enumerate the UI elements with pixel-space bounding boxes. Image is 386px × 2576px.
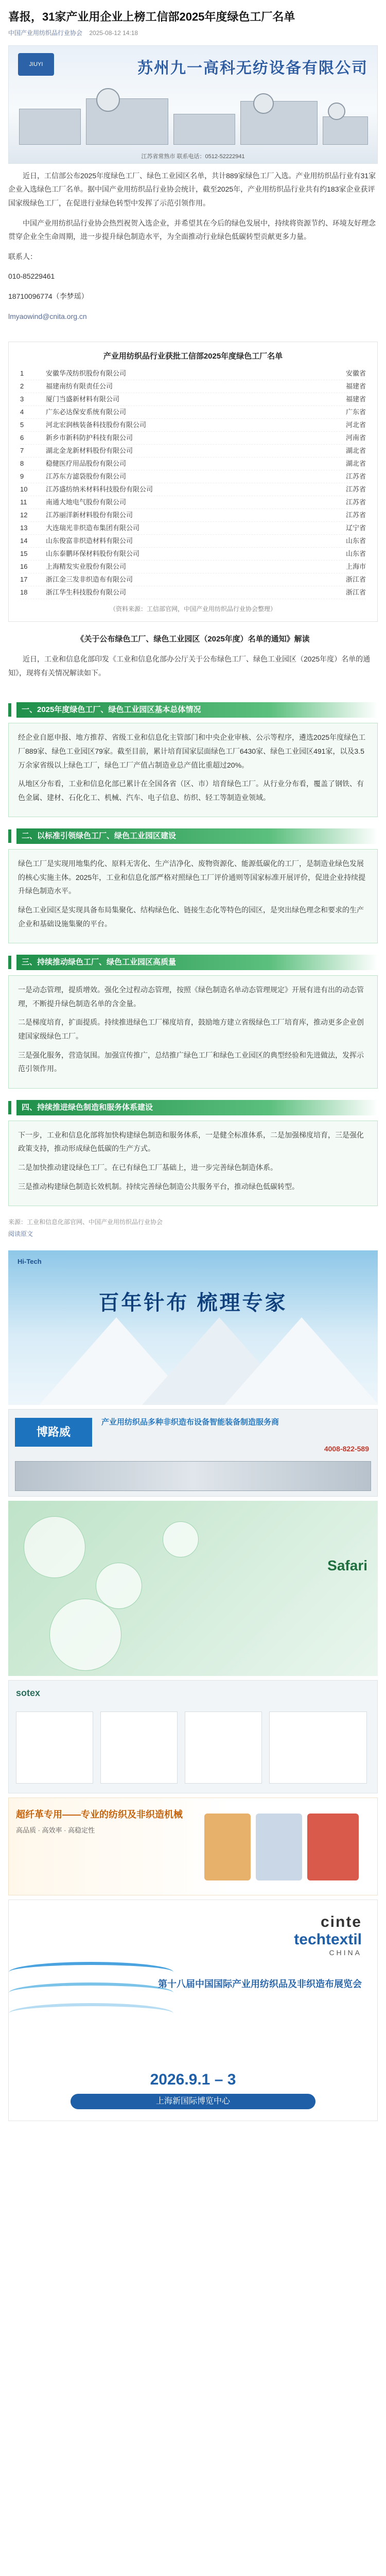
banner-contact: 江苏省常熟市 联系电话：0512-52222941 — [141, 153, 245, 160]
contact-mobile: 18710096774（李梦瑶） — [8, 292, 89, 300]
table-cell-province: 辽宁省 — [345, 524, 366, 532]
table-row — [20, 367, 366, 380]
table-row — [20, 380, 366, 393]
table-cell-no: 11 — [20, 498, 27, 506]
table-row — [20, 457, 366, 470]
table-cell-no: 12 — [20, 511, 28, 519]
doc-title: 《关于公布绿色工厂、绿色工业园区（2025年度）名单的通知》解读 — [76, 635, 310, 644]
table-cell-no: 17 — [20, 575, 28, 584]
table-cell-name: 山东俊富非织造材料有限公司 — [46, 537, 133, 545]
ad1-brand: Hi-Tech — [17, 1258, 42, 1266]
table-cell-province: 江苏省 — [345, 498, 366, 506]
ad-banner-materials[interactable] — [8, 1501, 378, 1676]
table-cell-name: 江苏盛纺纳米材料科技股份有限公司 — [46, 485, 153, 494]
table-row — [20, 393, 366, 406]
company-logo: JIUYI — [18, 53, 54, 76]
list-rows — [20, 367, 366, 599]
article-title: 喜报，31家产业用企业上榜工信部2025年度绿色工厂名单 — [8, 10, 295, 23]
section-1-label: 一、2025年度绿色工厂、绿色工业园区基本总体情况 — [16, 702, 378, 718]
machine-illustration — [19, 88, 367, 145]
table-cell-province: 安徽省 — [345, 369, 366, 378]
article-meta — [8, 28, 378, 37]
doc-paragraph: 近日，工业和信息化部印发《工业和信息化部办公厅关于公布绿色工厂、绿色工业园区（2025年度）名单的通知》，现将有关情况解读如下。 — [8, 655, 371, 677]
table-row — [20, 496, 366, 509]
intro-paragraph-2: 中国产业用纺织品行业协会热烈祝贺入选企业，并希望其在今后的绿色发展中，持续将资源节约、环境友好理念贯穿企业全生命周期，进一步提升绿色制造水平，为全面推动行业绿色低碳转型贡献更多力量。 — [8, 218, 376, 241]
table-row — [20, 483, 366, 496]
table-cell-no: 4 — [20, 408, 24, 416]
section-3-para-3: 三是强化服务，营造氛围。加强宣传推广，总结推广绿色工厂和绿色工业园区的典型经验和先进做法，发挥示范引领作用。 — [18, 1050, 364, 1073]
expo-name: 第十八届中国国际产业用纺织品及非织造布展览会 — [158, 1979, 362, 1990]
table-cell-province: 福建省 — [345, 395, 366, 403]
table-cell-no: 10 — [20, 485, 28, 494]
section-2-body — [8, 849, 378, 943]
section-2-header — [8, 828, 378, 844]
section-4-para-1: 下一步，工业和信息化部将加快构建绿色制造和服务体系，一是健全标准体系，二是加强梯度培育，三是强化政策支持，推动形成绿色低碳的生产方式。 — [18, 1130, 364, 1153]
table-row — [20, 548, 366, 561]
expo-venue: 上海新国际博览中心 — [71, 2094, 315, 2109]
article-header — [0, 0, 386, 41]
green-factory-list — [8, 342, 378, 622]
table-cell-province: 河北省 — [345, 421, 366, 429]
table-cell-name: 河北宏润核装备科技股份有限公司 — [46, 421, 147, 429]
publish-date: 2025-08-12 14:18 — [89, 29, 138, 37]
company-name: 苏州九一高科无纺设备有限公司 — [137, 59, 368, 77]
table-cell-province: 湖北省 — [345, 460, 366, 468]
table-cell-no: 18 — [20, 588, 28, 597]
table-cell-province: 江苏省 — [345, 511, 366, 519]
table-cell-province: 浙江省 — [345, 588, 366, 597]
table-cell-no: 1 — [20, 369, 24, 378]
table-cell-name: 安徽华茂纺织股份有限公司 — [46, 369, 127, 378]
section-3-para-1: 一是动态管理，提质增效。强化全过程动态管理，按照《绿色制造名单动态管理规定》开展有进有出的动态管理，不断提升绿色制造名单的含金量。 — [18, 986, 364, 1008]
table-row — [20, 535, 366, 548]
expo-logo — [294, 1913, 362, 1957]
section-2-para-2: 绿色工业园区是实现具备布局集聚化、结构绿色化、链接生态化等特色的园区，是突出绿色理念和要求的生产企业和基础设施集聚的平台。 — [18, 906, 364, 928]
section-1-para-1: 经企业自愿申报、地方推荐、省级工业和信息化主管部门和中央企业审核、公示等程序，遴选2025年度绿色工厂889家、绿色工业园区79家。截至目前，累计培育国家层面绿色工厂6430家、绿色工业园区491家，以及3.5万余家省级以上绿色工厂，绿色工厂产值占制造业总产值比重超过20%。 — [18, 733, 366, 769]
table-cell-no: 9 — [20, 472, 24, 481]
table-row — [20, 586, 366, 599]
section-1-body — [8, 723, 378, 817]
table-cell-no: 13 — [20, 524, 28, 532]
table-row — [20, 561, 366, 573]
contact-label: 联系人： — [8, 252, 37, 261]
table-cell-province: 山东省 — [345, 537, 366, 545]
table-cell-no: 14 — [20, 537, 28, 545]
section-3-body — [8, 975, 378, 1089]
read-more-link[interactable]: 阅读原文 — [8, 1230, 33, 1238]
section-4-para-2: 二是加快推动建设绿色工厂。在已有绿色工厂基础上，进一步完善绿色制造体系。 — [18, 1163, 277, 1172]
table-cell-no: 8 — [20, 460, 24, 468]
table-row — [20, 522, 366, 535]
table-cell-no: 2 — [20, 382, 24, 391]
section-3-para-2: 二是梯度培育，扩面提质。持续推进绿色工厂梯度培育，鼓励地方建立省级绿色工厂培育库，推动更多企业创建国家级绿色工厂。 — [18, 1018, 364, 1041]
table-row — [20, 406, 366, 419]
ad2-text: 产业用纺织品多种非织造布设备智能装备制造服务商 — [101, 1418, 279, 1427]
table-cell-name: 湖北金龙新材料股份有限公司 — [46, 447, 133, 455]
section-3-label: 三、持续推动绿色工厂、绿色工业园区高质量 — [16, 955, 378, 970]
table-cell-province: 江苏省 — [345, 472, 366, 481]
table-cell-no: 15 — [20, 550, 28, 558]
ad-banner-machinery[interactable] — [8, 1798, 378, 1895]
expo-word-1: cinte — [320, 1913, 362, 1931]
table-row — [20, 419, 366, 432]
table-row — [20, 509, 366, 522]
list-title: 产业用纺织品行业获批工信部2025年度绿色工厂名单 — [103, 352, 283, 361]
ad5-title: 超纤革专用——专业的纺织及非织造机械 — [16, 1809, 183, 1820]
intro-text — [0, 164, 386, 334]
section-4-label: 四、持续推进绿色制造和服务体系建设 — [16, 1100, 378, 1115]
table-cell-province: 上海市 — [345, 563, 366, 571]
section-1-header — [8, 702, 378, 718]
ad3-brand: Safari — [327, 1557, 367, 1574]
table-row — [20, 470, 366, 483]
table-cell-name: 新乡市新科防护科技有限公司 — [46, 434, 133, 442]
ad2-logo: 博路威 — [15, 1418, 92, 1447]
table-cell-province: 湖北省 — [345, 447, 366, 455]
ad-banner-card-clothing[interactable] — [8, 1250, 378, 1405]
table-cell-province: 广东省 — [345, 408, 366, 416]
source-note: 来源：工业和信息化部官网、中国产业用纺织品行业协会 — [8, 1218, 163, 1226]
table-cell-name: 福建南纺有限责任公司 — [46, 382, 113, 391]
expo-date: 2026.9.1 – 3 — [150, 2071, 236, 2089]
ad-banner-expo[interactable] — [8, 1900, 378, 2121]
section-1-para-2: 从地区分布看，工业和信息化部已累计在全国各省（区、市）培育绿色工厂。从行业分布看，覆盖了钢铁、有色金属、建材、石化化工、机械、汽车、电子信息、纺织、轻工等制造业领域。 — [18, 779, 364, 802]
account-link[interactable]: 中国产业用纺织品行业协会 — [8, 29, 83, 37]
table-cell-province: 山东省 — [345, 550, 366, 558]
table-cell-province: 浙江省 — [345, 575, 366, 584]
ad1-slogan: 百年针布 梳理专家 — [98, 1292, 288, 1315]
contact-email[interactable]: lmyaowind@cnita.org.cn — [8, 312, 87, 320]
table-row — [20, 573, 366, 586]
expo-word-3: CHINA — [329, 1948, 362, 1957]
section-4-body — [8, 1121, 378, 1206]
company-banner — [8, 45, 378, 164]
ad4-logo: sotex — [16, 1688, 41, 1699]
ad2-equipment-image — [15, 1461, 371, 1491]
section-2-label: 二、以标准引领绿色工厂、绿色工业园区建设 — [16, 828, 378, 844]
table-cell-name: 厦门当盛新材料有限公司 — [46, 395, 120, 403]
table-cell-name: 浙江金三发非织造布有限公司 — [46, 575, 133, 584]
expo-word-2: techtextil — [294, 1931, 362, 1948]
ad-banner-equipment[interactable] — [8, 1409, 378, 1497]
ad-banner-products[interactable] — [8, 1680, 378, 1793]
intro-paragraph-1: 近日，工信部公布2025年度绿色工厂、绿色工业园区名单，共计889家绿色工厂入选。产业用纺织品行业有31家企业入选绿色工厂名单。据中国产业用纺织品行业协会统计，截至2025年，产业用纺织品行业共有约183家企业获评国家级绿色工厂，在促进行业绿色转型中发挥了示范引领作用。 — [8, 171, 376, 207]
ad5-subtitle: 高品质 · 高效率 · 高稳定性 — [16, 1826, 95, 1835]
table-cell-no: 6 — [20, 434, 24, 442]
table-cell-no: 5 — [20, 421, 24, 429]
table-cell-name: 浙江华生科技股份有限公司 — [46, 588, 127, 597]
table-cell-name: 江苏丽洋新材料股份有限公司 — [46, 511, 133, 519]
table-cell-no: 16 — [20, 563, 28, 571]
table-cell-name: 山东泰鹏环保材料股份有限公司 — [46, 550, 140, 558]
section-4-para-3: 三是推动构建绿色制造长效机制。持续完善绿色制造公共服务平台，推动绿色低碳转型。 — [18, 1182, 299, 1191]
table-row — [20, 445, 366, 457]
table-cell-no: 7 — [20, 447, 24, 455]
contact-phone: 010-85229461 — [8, 272, 55, 281]
table-cell-province: 福建省 — [345, 382, 366, 391]
table-cell-name: 大连瑞光非织造布集团有限公司 — [46, 524, 140, 532]
list-source: （资料来源：工信部官网，中国产业用纺织品行业协会整理） — [109, 605, 276, 613]
section-2-para-1: 绿色工厂是实现用地集约化、原料无害化、生产洁净化、废物资源化、能源低碳化的工厂，是制造业绿色发展的核心实施主体。2025年，工业和信息化部严格对照绿色工厂评价通则等国家标准开展评价，促进企业持续提升绿色制造水平。 — [18, 859, 366, 895]
table-cell-province: 江苏省 — [345, 485, 366, 494]
table-cell-name: 上海精发实业股份有限公司 — [46, 563, 127, 571]
table-cell-name: 稳健医疗用品股份有限公司 — [46, 460, 127, 468]
ad2-phone: 4008-822-589 — [324, 1445, 369, 1453]
section-3-header — [8, 955, 378, 970]
table-cell-name: 江苏东方滤袋股份有限公司 — [46, 472, 127, 481]
table-cell-name: 广东必达保安系统有限公司 — [46, 408, 127, 416]
table-cell-no: 3 — [20, 395, 24, 403]
doc-intro — [0, 647, 386, 691]
table-cell-province: 河南省 — [345, 434, 366, 442]
section-4-header — [8, 1100, 378, 1115]
table-row — [20, 432, 366, 445]
table-cell-name: 南通大地电气股份有限公司 — [46, 498, 127, 506]
